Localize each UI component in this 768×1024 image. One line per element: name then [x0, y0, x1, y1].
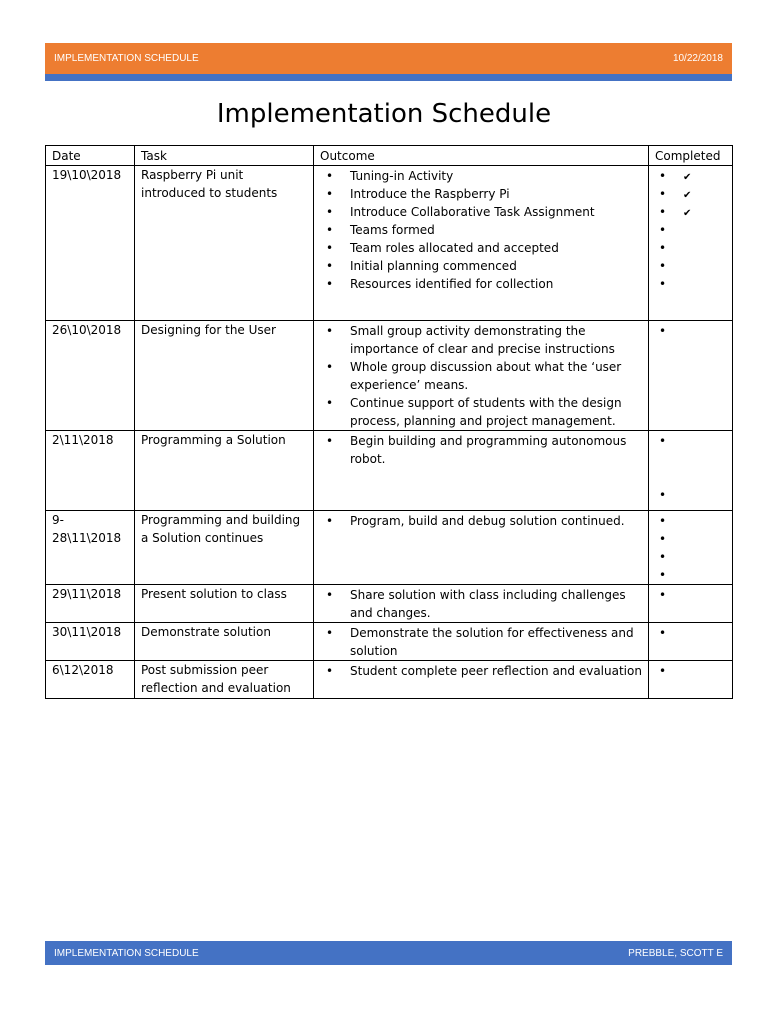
task-cell: Programming and building a Solution continues	[135, 511, 314, 585]
date-cell: 6\12\2018	[46, 661, 135, 699]
table-row	[46, 321, 733, 431]
completed-item	[655, 185, 726, 203]
date-cell: 9-28\11\2018	[46, 511, 135, 585]
page-header	[45, 43, 732, 74]
completed-item	[655, 275, 726, 293]
task-cell: Present solution to class	[135, 585, 314, 623]
date-cell: 29\11\2018	[46, 585, 135, 623]
outcome-item: • Whole group discussion about what the ‘user experience’ means.	[320, 358, 642, 394]
date-cell: 2\11\2018	[46, 431, 135, 511]
completed-cell	[649, 511, 733, 585]
task-cell: Raspberry Pi unit introduced to students	[135, 166, 314, 321]
outcome-cell	[314, 585, 649, 623]
column-header-outcome: Outcome	[314, 146, 649, 166]
completed-item	[655, 586, 726, 604]
completed-cell	[649, 585, 733, 623]
task-cell: Demonstrate solution	[135, 623, 314, 661]
completed-item	[655, 566, 726, 584]
table-row	[46, 661, 733, 699]
schedule-table	[45, 145, 733, 699]
page-title: Implementation Schedule	[216, 99, 552, 129]
outcome-item: • Continue support of students with the design process, planning and project management.	[320, 394, 642, 430]
completed-item	[655, 203, 726, 221]
outcome-cell	[314, 321, 649, 431]
outcome-item: • Initial planning commenced	[320, 257, 642, 275]
completed-cell	[649, 431, 733, 511]
outcome-cell	[314, 661, 649, 699]
completed-cell	[649, 166, 733, 321]
outcome-item: • Introduce Collaborative Task Assignment	[320, 203, 642, 221]
completed-item	[655, 662, 726, 680]
outcome-item: • Small group activity demonstrating the importance of clear and precise instructions	[320, 322, 642, 358]
outcome-cell	[314, 623, 649, 661]
completed-cell	[649, 661, 733, 699]
check-icon: ✔	[683, 208, 692, 219]
outcome-item: • Introduce the Raspberry Pi	[320, 185, 642, 203]
completed-item	[655, 221, 726, 239]
task-cell: Designing for the User	[135, 321, 314, 431]
date-cell: 26\10\2018	[46, 321, 135, 431]
table-row	[46, 585, 733, 623]
task-cell: Programming a Solution	[135, 431, 314, 511]
column-header-task: Task	[135, 146, 314, 166]
completed-item	[655, 432, 726, 450]
completed-item	[655, 624, 726, 642]
column-header-completed: Completed	[649, 146, 733, 166]
outcome-cell	[314, 431, 649, 511]
table-row	[46, 166, 733, 321]
header-divider	[45, 74, 732, 81]
outcome-item: • Tuning-in Activity	[320, 167, 642, 185]
outcome-item: • Share solution with class including challenges and changes.	[320, 586, 642, 622]
completed-item	[655, 239, 726, 257]
task-cell: Post submission peer reflection and evaluation	[135, 661, 314, 699]
completed-cell	[649, 321, 733, 431]
outcome-item: • Begin building and programming autonomous robot.	[320, 432, 642, 468]
completed-item	[655, 486, 726, 504]
table-row	[46, 511, 733, 585]
completed-item	[655, 167, 726, 185]
outcome-cell	[314, 166, 649, 321]
outcome-item: • Student complete peer reflection and evaluation	[320, 662, 642, 680]
outcome-cell	[314, 511, 649, 585]
date-cell: 30\11\2018	[46, 623, 135, 661]
completed-item	[655, 530, 726, 548]
header-title: IMPLEMENTATION SCHEDULE	[54, 53, 199, 64]
table-row	[46, 623, 733, 661]
page-footer	[45, 941, 732, 965]
completed-item	[655, 257, 726, 275]
outcome-item: • Demonstrate the solution for effectiveness and solution	[320, 624, 642, 660]
column-header-date: Date	[46, 146, 135, 166]
outcome-item: • Resources identified for collection	[320, 275, 642, 293]
completed-item	[655, 322, 726, 340]
completed-item	[655, 512, 726, 530]
outcome-item: • Program, build and debug solution continued.	[320, 512, 642, 530]
footer-author: PREBBLE, SCOTT E	[628, 947, 723, 959]
outcome-item: • Teams formed	[320, 221, 642, 239]
check-icon: ✔	[683, 190, 692, 201]
table-row	[46, 431, 733, 511]
completed-item	[655, 548, 726, 566]
header-date: 10/22/2018	[672, 53, 723, 64]
footer-title: IMPLEMENTATION SCHEDULE	[54, 947, 199, 959]
completed-cell	[649, 623, 733, 661]
outcome-item: • Team roles allocated and accepted	[320, 239, 642, 257]
check-icon: ✔	[683, 172, 692, 183]
table-header-row	[46, 146, 733, 166]
date-cell: 19\10\2018	[46, 166, 135, 321]
